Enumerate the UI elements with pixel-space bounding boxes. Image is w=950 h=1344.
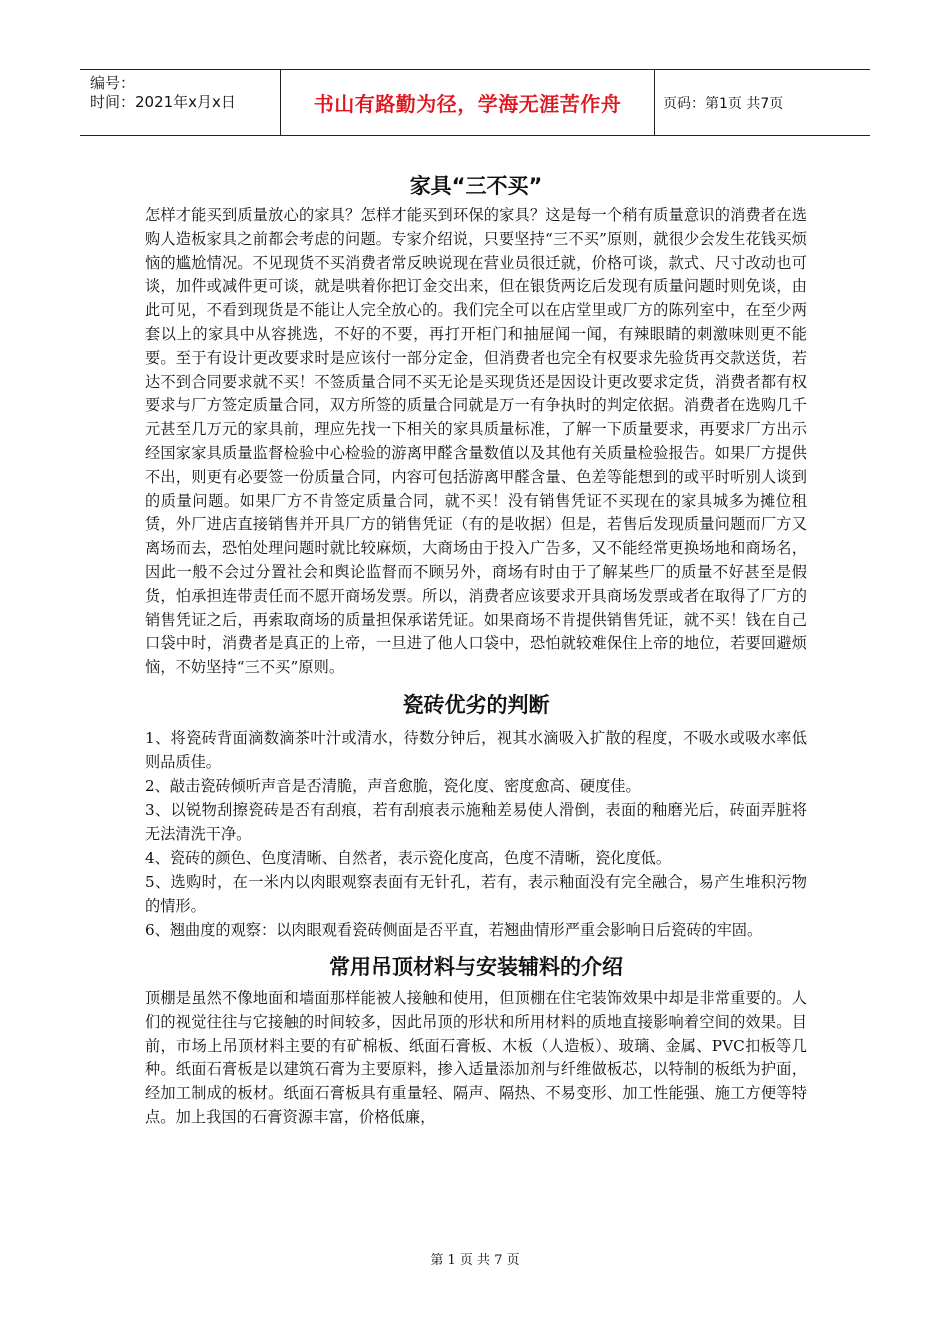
- section-title: 瓷砖优劣的判断: [402, 692, 550, 717]
- motto-text: 书山有路勤为径，学海无涯苦作舟: [313, 92, 622, 116]
- section-ceiling: [145, 949, 807, 1130]
- section-title: 家具“三不买”: [409, 174, 543, 198]
- list-item: 6、翘曲度的观察：以肉眼观看瓷砖侧面是否平直，若翘曲情形严重会影响日后瓷砖的牢固。: [145, 920, 763, 939]
- header-table: [80, 69, 870, 136]
- header-page-info: [655, 70, 870, 135]
- section-paragraph: 怎样才能买到质量放心的家具？怎样才能买到环保的家具？这是每一个稍有质量意识的消费者在选购人造板家具之前都会考虑的问题。专家介绍说，只要坚持“三不买”原则，就很少会发生花钱买烦恼的尴尬情况。不见现货不买消费者常反映说现在营业员很迁就，价格可谈，款式、尺寸改动也可谈，加件或减件更可谈，就是哄着你把订金交出来，但在银货两讫后发现有质量问题时则免谈，由此可见，不看到现货是不能让人完全放心的。我们完全可以在店堂里或厂方的陈列室中，在至少两套以上的家具中从容挑选，不好的不要，再打开柜门和抽屉闻一闻，有辣眼睛的刺激味则更不能要。至于有设计更改要求时是应该付一部分定金，但消费者也完全有权要求先验货再交款送货，若达不到合同要求就不买！不签质量合同不买无论是买现货还是因设计更改要求定货，消费者都有权要求与厂方签定质量合同，双方所签的质量合同就是万一有争执时的判定依据。消费者在选购几千元甚至几万元的家具前，理应先找一下相关的家具质量标准，了解一下质量要求，再要求厂方出示经国家家具质量监督检验中心检验的游离甲醛含量数值以及其他有关质量检验报告。如果厂方提供不出，则更有必要签一份质量合同，内容可包括游离甲醛含量、色差等能想到的或平时听别人谈到的质量问题。如果厂方不肯签定质量合同，就不买！没有销售凭证不买现在的家具城多为摊位租赁，外厂进店直接销售并开具厂方的销售凭证（有的是收据）但是，若售后发现质量问题而厂方又离场而去，恐怕处理问题时就比较麻烦，大商场由于投入广告多，又不能经常更换场地和商场名，因此一般不会过分置社会和舆论监督而不顾另外，商场有时由于了解某些厂的质量不好甚至是假货，怕承担连带责任而不愿开商场发票。所以，消费者应该要求开具商场发票或者在取得了厂方的销售凭证之后，再索取商场的质量担保承诺凭证。如果商场不肯提供销售凭证，就不买！钱在自己口袋中时，消费者是真正的上帝，一旦进了他人口袋中，恐怕就较难保住上帝的地位，若要回避烦恼，不妨坚持“三不买”原则。: [145, 206, 807, 677]
- document-body: [145, 168, 807, 1130]
- list-item: 4、瓷砖的颜色、色度清晰、自然者，表示瓷化度高，色度不清晰，瓷化度低。: [145, 848, 672, 867]
- header-motto: [280, 70, 655, 135]
- list-item: 5、选购时，在一米内以肉眼观察表面有无针孔，若有，表示釉面没有完全融合，易产生堆积污物的情形。: [145, 872, 807, 915]
- footer-page-number: 第 1 页 共 7 页: [430, 1253, 520, 1268]
- serial-label: 编号：: [90, 74, 136, 92]
- header-meta: [80, 70, 280, 135]
- section-tiles: [145, 687, 807, 942]
- section-title: 常用吊顶材料与安装辅料的介绍: [329, 954, 623, 979]
- list-item: 1、将瓷砖背面滴数滴茶叶汁或清水，待数分钟后，视其水滴吸入扩散的程度，不吸水或吸水率低则品质佳。: [145, 728, 807, 771]
- section-furniture: [145, 168, 807, 680]
- date-label: 时间：2021年x月x日: [90, 93, 236, 111]
- list-item: 3、以锐物刮擦瓷砖是否有刮痕，若有刮痕表示施釉差易使人滑倒，表面的釉磨光后，砖面弄脏将无法清洗干净。: [145, 800, 807, 843]
- page-info-text: 页码：第1页 共7页: [663, 95, 784, 112]
- tile-tips-list: [145, 726, 807, 942]
- page-footer: [0, 1249, 950, 1268]
- section-paragraph: 顶棚是虽然不像地面和墙面那样能被人接触和使用，但顶棚在住宅装饰效果中却是非常重要的。人们的视觉往往与它接触的时间较多，因此吊顶的形状和所用材料的质地直接影响着空间的效果。目前，市场上吊顶材料主要的有矿棉板、纸面石膏板、木板（人造板）、玻璃、金属、PVC扣板等几种。纸面石膏板是以建筑石膏为主要原料，掺入适量添加剂与纤维做板芯，以特制的板纸为护面，经加工制成的板材。纸面石膏板具有重量轻、隔声、隔热、不易变形、加工性能强、施工方便等特点。加上我国的石膏资源丰富，价格低廉，: [145, 988, 807, 1126]
- list-item: 2、敲击瓷砖倾听声音是否清脆，声音愈脆，瓷化度、密度愈高、硬度佳。: [145, 776, 641, 795]
